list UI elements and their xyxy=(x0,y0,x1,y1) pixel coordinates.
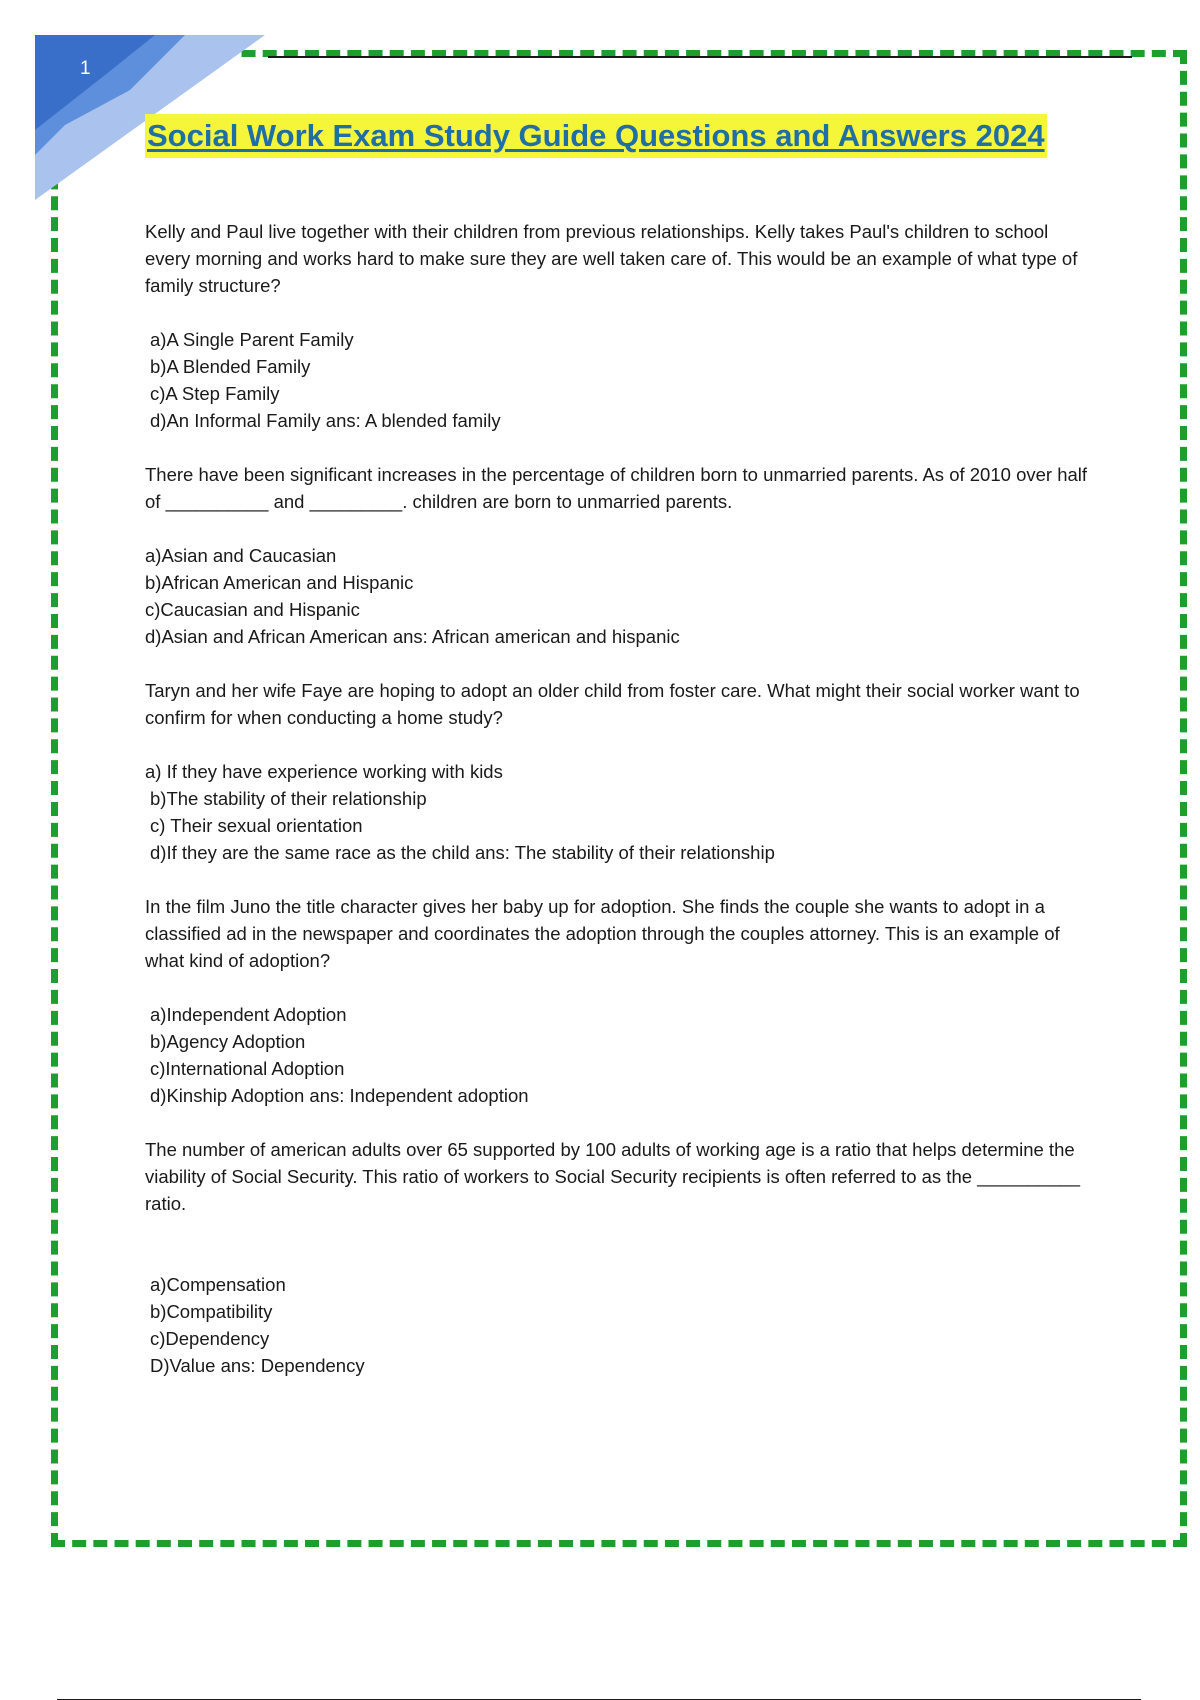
answer-option: c)International Adoption xyxy=(150,1058,345,1079)
question-block xyxy=(145,1136,1090,1379)
answer-option: b)The stability of their relationship xyxy=(150,788,427,809)
answer-option: a)Independent Adoption xyxy=(150,1004,347,1025)
page-title: Social Work Exam Study Guide Questions and Answers 2024 xyxy=(145,114,1047,158)
answer-option: D)Value ans: Dependency xyxy=(150,1355,365,1376)
answer-option: b)A Blended Family xyxy=(150,356,311,377)
question-text: Kelly and Paul live together with their children from previous relationships. Kelly takes Paul's children to school every morning and works hard to make sure they are well taken care of. This would be an example of what type of family structure? xyxy=(145,221,1078,296)
answer-options xyxy=(150,1271,1090,1379)
header-rule xyxy=(268,56,1132,58)
question-block xyxy=(145,461,1090,650)
answer-option: a) If they have experience working with kids xyxy=(145,761,503,782)
answer-option: d)Asian and African American ans: African american and hispanic xyxy=(145,626,680,647)
answer-option: d)Kinship Adoption ans: Independent adoption xyxy=(150,1085,529,1106)
answer-option: c)Dependency xyxy=(150,1328,270,1349)
question-list xyxy=(145,218,1090,1406)
page-number: 1 xyxy=(80,58,91,79)
answer-options xyxy=(150,326,1090,434)
answer-option: a)A Single Parent Family xyxy=(150,329,354,350)
question-text: Taryn and her wife Faye are hoping to adopt an older child from foster care. What might their social worker want to confirm for when conducting a home study? xyxy=(145,680,1080,728)
answer-option: d)If they are the same race as the child ans: The stability of their relationship xyxy=(150,842,775,863)
spacer xyxy=(145,1217,1090,1244)
answer-options xyxy=(150,1001,1090,1109)
question-text: The number of american adults over 65 supported by 100 adults of working age is a ratio that helps determine the viability of Social Security. This ratio of workers to Social Security recipients is often referred to as the __________ ratio. xyxy=(145,1139,1081,1214)
question-text: There have been significant increases in the percentage of children born to unmarried parents. As of 2010 over half of __________ and _________. children are born to unmarried parents. xyxy=(145,464,1088,512)
answer-option: d)An Informal Family ans: A blended family xyxy=(150,410,501,431)
answer-option: c)A Step Family xyxy=(150,383,280,404)
answer-option: a)Asian and Caucasian xyxy=(145,545,337,566)
answer-option: c) Their sexual orientation xyxy=(150,815,363,836)
answer-option: b)Agency Adoption xyxy=(150,1031,306,1052)
answer-option: c)Caucasian and Hispanic xyxy=(145,599,360,620)
answer-options xyxy=(145,758,1090,866)
answer-option: a)Compensation xyxy=(150,1274,286,1295)
question-text: In the film Juno the title character gives her baby up for adoption. She finds the couple she wants to adopt in a classified ad in the newspaper and coordinates the adoption through the couples attorney. This is an example of what kind of adoption? xyxy=(145,896,1060,971)
question-block xyxy=(145,218,1090,434)
answer-options xyxy=(145,542,1090,650)
answer-option: b)Compatibility xyxy=(150,1301,273,1322)
question-block xyxy=(145,893,1090,1109)
question-block xyxy=(145,677,1090,866)
answer-option: b)African American and Hispanic xyxy=(145,572,414,593)
